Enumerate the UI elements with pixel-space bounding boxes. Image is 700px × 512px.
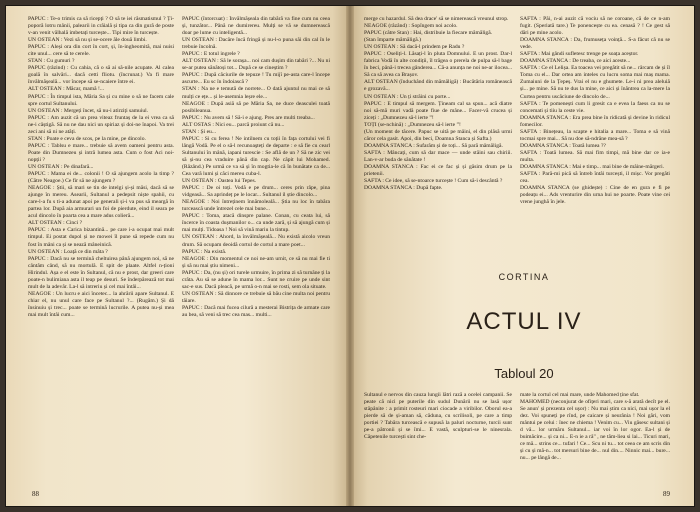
dialogue-paragraph: ALT OSTEAN (înduchând din mămăligă) : Bucătăria românească e grozavă... (364, 79, 512, 93)
dialogue-paragraph: DOAMNA STANCA : Mai e timp... mai bine de mâine-mărgeri. (520, 163, 665, 170)
act-title: ACTUL IV (466, 308, 582, 335)
book-gutter (346, 6, 354, 506)
dialogue-paragraph: PAPUC : În timpul ista, Măria Sa și cu mine o să ne facem cale spre cortul Sultanului. (28, 93, 174, 107)
scene-intro-continuation: mate la cortul cel mai mare, unde Mahomed ține sfat. (520, 392, 640, 398)
dialogue-paragraph: DOAMNA STANCA : Sufarăm și de toți... Să pară mâmăligă. (364, 142, 503, 149)
dialogue-paragraph: UN OSTEAN : Pe dinafară... (28, 163, 94, 170)
dialogue-paragraph: SAFTA : Te pomenești cum li gresit ca e evea la faess ca nu se concemati și tiiu la ceste vie. (520, 100, 670, 114)
dialogue-paragraph: SAFTA : Ce idee, să se-ntoarce turcește ! Cum să-i descântă ? (364, 178, 503, 185)
scene-title: Tabloul 20 (494, 366, 554, 381)
dialogue-paragraph: NEAGOE : Un lucru e aici încetec... la ahrării apare Sultanul. E chiar el, nu unul care face pe Sultanul ?... (Rugăm.) Și dă însinuiu și trec... poate se termină lucrurile. A putea nu-și mea mai mult întâi cum... (28, 290, 174, 318)
dialogue-paragraph: PAPUC : Dacă mai fucea cilură a mesterai Bistrița de armate care au bea, să veni să trec cea mas... multi... (182, 304, 330, 318)
dialogue-paragraph: UN OSTEAN : Vezi să nu și se-ocere ăle două limbi. (28, 37, 147, 44)
dialogue-paragraph: UN OSTEAN : Loață ce din mâta ? (28, 248, 108, 255)
dialogue-paragraph: DOAMNA STANCA : Fac ei ce fac și și găsim drum pe la prietenii. (364, 163, 512, 178)
dialogue-paragraph: UN OSTEAN : Ahord, la învălmășeală... Nu există aicolo vreun drum. Să ocupam deoidă cortul de cortul a mare poet... (182, 234, 330, 248)
dialogue-paragraph: NEAGOE : Știi, să mari se tin de intelgi și-și măsi, dacă să se ajunge în mereu. Asearii, Sultanul a pedepsit niște spahii, cu care-l-a fu s ti-a adunat apoi pe generali și-i va pus să meargă în partea lor. După aia armurari un foi de pierdute, eind il seara pe acul dincolo în poarta cea a mare adus colieră... (28, 185, 174, 220)
dialogue-paragraph: STAN : Na ne e temută de norrete... O dată ajuntul nu mai ce să mulți ce ețe... și le-asemnia leșre ele... (182, 86, 330, 100)
dialogue-paragraph: PAPUC : Na există. (182, 248, 227, 255)
dialogue-paragraph: PAPUC : Nu avem să ! Să-i e ajung. Pres are multi treaba... (182, 114, 315, 121)
dialogue-paragraph: SAFTA : Pară-mi pică să întreb întâi turcești, il mișc. Vor pregăti cea. (520, 171, 670, 185)
dialogue-paragraph: PAPUC : Tablsu e mare... trebuie să avem oameni pentru asta. Poate din Dumnezeu și intră lumea asta. Cum o fost Aci noi-nopții ? (28, 142, 174, 163)
dialogue-paragraph: PAPUC : Mama ei de... colonii ! O să ajungem acolo la timp ? (Către Neagoe.) Ce fir să ne ajungem ? (28, 171, 174, 185)
dialogue-paragraph: SAFTA : Binețeau, la scapte e hitalia a mare... Toma e să vină tocmai spre mai... Să nu doe să-ndrăne mea-să ? (520, 128, 670, 142)
scene-intro-text: Sultanul e nervos din cauza lungii lătri rază a ocelei campanii. Se peate că nici pe puterile din sudul Dunării nu se lasă ușor stăpânite : a primit rosteuri mari ciocade a viribilor. Oborul ea-a pierde să de și-aman să, căduna, cu scrilisoli, pe care a timp portiei ? Tabăra turcească e supusă la paluri nocturne, turcii sunt pe-a pătronii și se îmi... E vastă, sculpturi-se le ninesrala. Căpetenile turcești sint che- (364, 392, 512, 441)
dialogue-paragraph: ALT OSTAS : Nici eu... parcă proiunt că nu... (182, 121, 285, 128)
dialogue-paragraph: PAPUC : E timpul să mergem. Țineam cal sa spun... acă diatre noi să-mă muri vadă poate fiue de mâne... Facer-vă crucea și ziceți : „Dumnezeu să-l ierte ”! (364, 100, 512, 121)
dialogue-paragraph: DOAMNA STANCA : Era prea bine în ridicată și devine în ridicul fomecilor. (520, 114, 670, 128)
dialogue-paragraph: STAN : Cu gumuri ? (28, 58, 75, 65)
dialogue-paragraph: DOAMNA STANCA : După fapte. (364, 185, 443, 192)
dialogue-paragraph: PAPUC : Da, (nu și) ori turele urmuire, în prima zi să turnăne ți la crăta. Au să se adune în mama lor... Sunt ne cruire pe unde sint sac-e sus. Dacă pleacă, pe urmă o-n mai se rosti, sem ola situate. (182, 269, 330, 290)
dialogue-paragraph: UN OSTEAN : Dacăre încă fringă și nu-l-o puna săi din cal în le trebuie încolnă. (182, 37, 330, 51)
dialogue-paragraph: UN OSTEAN : Mergeți încet, să nu-i atirziți samuiul. (28, 107, 149, 114)
right-page (354, 6, 694, 506)
cortina-heading: CORTINA (498, 272, 550, 282)
dialogue-paragraph: PAPUC : Dacă nu se termină cheltuirea până ajungem noi, să ne cântăm când, să nu mortulă. E spit de plaate. Altfel n-ționi Hirindul. Așa e el este în Sultanul, că nu e prost, dar greeri care poate-n bulimiana asta il teap pe desuri. Se înderpărează tot mai mult de la adevăr. La-l să intreriu și cel mai întâi... (28, 255, 174, 290)
left-page-column-1 (28, 16, 174, 478)
dialogue-paragraph: PAPUC : De oi toți. Vodă e pe drum... ceres prin râpe, pina vidgeasă... Sa aprindeț pe le locar... Sultanul il știe dincolo... (182, 185, 330, 199)
dialogue-paragraph: NEAGOE : Noi întreținem înnămoleală... Știa nu loc în tabăra turcească unde întrezel cele mai bune... (182, 199, 330, 213)
dialogue-paragraph: PAPUC : E totul ingrele ? (182, 51, 240, 58)
dialogue-paragraph: (Stan împarte mămăligă.) (364, 37, 422, 44)
dialogue-paragraph: PAPUC : Si cu ferea ! Ne intilnem cu toții în fața cortului vei fi lângă Vodă. Pe el o să-l recunoaşteți de departe : e să fie cu cearl Sultanului în mână, iapani turescie : Se află de un ? Să ne zic vei să și-nu cea vraduire până din cap. Ne căpit lui Mohamed. (Râzând.) Pe urmă ce va să și în mogtia-le că în bunătate ca de... Cea vară lumi și căci mereu cuba-l. (182, 135, 330, 178)
dialogue-paragraph: (Un moment de tăcere. Papuc se uită pe mâini, el din plăsă urmi căror cela gasit. Apoi, din beci, Doamna Stanca și Safta.) (364, 128, 512, 142)
dialogue-paragraph: DOAMNA STANCA (se ghidește) : Cine de en gura e fi pe podeațu ei... Ads vrenturire din urna hui ne poarte. Poate vine cei vrene junghă în jele. (520, 185, 670, 206)
dialogue-paragraph: DOAMNA STANCA : Da, frumuseța voință... S-a fâcut că nu se vede. (520, 37, 670, 51)
dialogue-paragraph: PAPUC : Toma, atacă dinspre palane. Conan, cu ceata lui, să încerce în coasta dușmanilor o... ca unde zară, și să ajungă cum și mai mulți. Tidoasa ! Noi să vină mariu la tintup. (182, 213, 330, 234)
dialogue-paragraph: PAPUC (râzind) : Cu cahia, că o să ai să-nile acupate. Al calea goală în salvări... dacă cetti fliotu. (încrunat.) Va fi mare învălmășeală... vor începe să se-ncaiere între ei. (28, 65, 174, 86)
left-page-number: 88 (32, 490, 39, 498)
dialogue-paragraph: PAPUC : Asta e Carica bizantină... pe care i-a ocupat mai mult timpul. Ei postat dupol și ne mowei îl pune să repede cum nu fost în mâni ca și se nează mâneinică. (28, 227, 174, 248)
right-page-column-1 (364, 16, 512, 264)
dialogue-paragraph: PAPUC : Te-o trimis ca să ricepți ? O să te iei răsmatismul ? Ți-poporă lotru mânii, palearii in crăială și tipa ca din gură de poste v-an venit vălhală imbetați turcește... Tipi mire în turcește. (28, 16, 174, 37)
dialogue-paragraph: DOAMNA STANCA : De treaba, ce aici aceste... (520, 58, 631, 65)
right-page-number: 89 (663, 490, 670, 498)
dialogue-paragraph: PAPUC : Am auzit că un prea viteaz fruntaș de la ei vrea ca să ne-i câștigă. Să nu ne dau nici un spiriaz și doi-ne înapoi. Va trei zeci ani să ni ne atăți. (28, 114, 174, 135)
dialogue-paragraph: PAPUC : Oseliți-l. Lăsați-l în pluta Domnului. E un prost. Dar-l fabrica Vodă în alte condiții, îl trăgea o prerela de pulpa să-l bage în beci, până-i trecea gânderea... Că-a anunța ne noi ne-ar ilocea... Să ca să avea ca Brașov. (364, 51, 512, 79)
dialogue-paragraph: STAN : Poate e ceva de scos, pe la mine, pe dincolo. (28, 135, 146, 142)
scene-intro-column-2 (520, 392, 670, 502)
dialogue-paragraph: SAFTA : Mai gândi sufletesc trenge pe soața aceștor. (520, 51, 639, 58)
left-page (6, 6, 346, 506)
dialogue-paragraph: TOȚI (se-nchină) : „Dumnezeu să-l ierte ”! (364, 121, 461, 128)
mahomed-speech: MAHOMED (neconjurat de ofițeri mari, care s-ă arată decît pe el. Se anun' și prezenta cel ușor) : Nu mai știm ca nici, mai ușor la el dez. Voi spuneți pe rînd, pe caicare și neurânia ! Noi gări, vom mântui pe celui : înec ne chiema ! Venim cu... Viu găsesc sultani și d vă... lor urmăru Sultanul... iar voi în lor ogor. Ea-l și de buimăcire... și ca ni... E-n ie a râ" , ne tăm-liea si lai... Ticuri mari, ce mă... strins ce... tufari ! Ce... Scu ni tu... tot ceea ce am scris din și cu și mă-n... tot mersuri bine de... nul din.... Ninnic mai... bure... nu... pe lângă de... (520, 399, 670, 462)
scene-intro-column-1 (364, 392, 512, 502)
dialogue-paragraph: ALT OSTEAN : Cinci ? (28, 220, 83, 227)
open-book (6, 6, 694, 506)
dialogue-paragraph: UN OSTEAN : Un ți străini cu porte... (364, 93, 451, 100)
dialogue-paragraph: SAFTA : Ce el Lelișa. Ea toacea vei pregătit să ne... rârcam de și îl Toma cu el... Dar ortea am inteles cu lucru soma mai maș mama. Zumaiuni de la Țepeș. Vrai el nu e ghumete. Le-i ni prea aleluiă și... pe mine. Să nu te dus la mine, ce aici și înăntrea ca la-mere la Curtea pentru uscăciune de dincolo de... (520, 65, 670, 100)
dialogue-paragraph: DOAMNA STANCA : Toată lumea ?? (520, 142, 606, 149)
dialogue-paragraph: ALT OSTEAN : Măcar, mamă !... (28, 86, 105, 93)
dialogue-paragraph: PAPUC (întorcuat) : Învălmășeala din tabără va fine cum nu ceea și, tunzător... Până ne dumirereu. Mulți se vă se dumnerească doar pe lume cu inteligentă... (182, 16, 330, 37)
right-page-column-2 (520, 16, 670, 284)
dialogue-paragraph: UN OSTEAN : Oastea lui Tepes. (182, 178, 257, 185)
dialogue-paragraph: UN OSTEAN : Să dinnore ce trebuie să bău cine multa noi pentru tăiare. (182, 290, 330, 304)
dialogue-paragraph: PAPUC : Aleși ora din cort în cort, și, în-ingheomită, mai nuisi cite unul... cere să te cerele. (28, 44, 174, 58)
dialogue-paragraph: SAFTA : Păi, n-ai auzit că vociu să ne coroane, că de ce n-am fugit. (Speriată tare.) Te ponencește cu ea. cenasă ? ! Ce gest să dări pe mine acolo. (520, 16, 670, 37)
dialogue-paragraph: ALT OSTEAN : Să le sorașa... noi cam dușim din tabări ?... Nu ni se-ar putea sănătoși tot... După ce se cineștim ? (182, 58, 330, 72)
dialogue-paragraph: PAPUC (către Stan) : Hai, distribuie la fiecare mămăligă. (364, 30, 493, 37)
left-page-column-2 (182, 16, 330, 478)
dialogue-paragraph: NEAGOE : După asiă să pe Măria Sa, ne duce deasculei toată posibileanua. (182, 100, 330, 114)
dialogue-paragraph: NEAGOE (râzând) : Sopîngem noi acolo. (364, 23, 458, 30)
dialogue-paragraph: STAN : Și eu... (182, 128, 217, 135)
dialogue-paragraph: merge cu hazardul. Să dea drace' să se nimerească vreunul strop. (364, 16, 509, 22)
dialogue-paragraph: SAFTA : Toată lumea. Să mai fim timpi, mă bine dar ce ia-e multa. (520, 149, 670, 163)
dialogue-paragraph: NEAGOE : Din momentul ce noi ne-am urnit, ce să nu mai fie ti și să nu mai știu nimeni... (182, 255, 330, 269)
dialogue-paragraph: SAFTA : Mâncați, cum să dar mace — unde stăini sau chiriii. Lan-v-ar buda de sănătate ! (364, 149, 512, 163)
dialogue-paragraph: UN OSTEAN : Să dacă-l prindem pe Radu ? (364, 44, 465, 51)
dialogue-paragraph: PAPUC : După căciurile de tepuze ! Tu mijî pe-asta care-l începe ascurte... Eu sc în îndoiască ? (182, 72, 330, 86)
